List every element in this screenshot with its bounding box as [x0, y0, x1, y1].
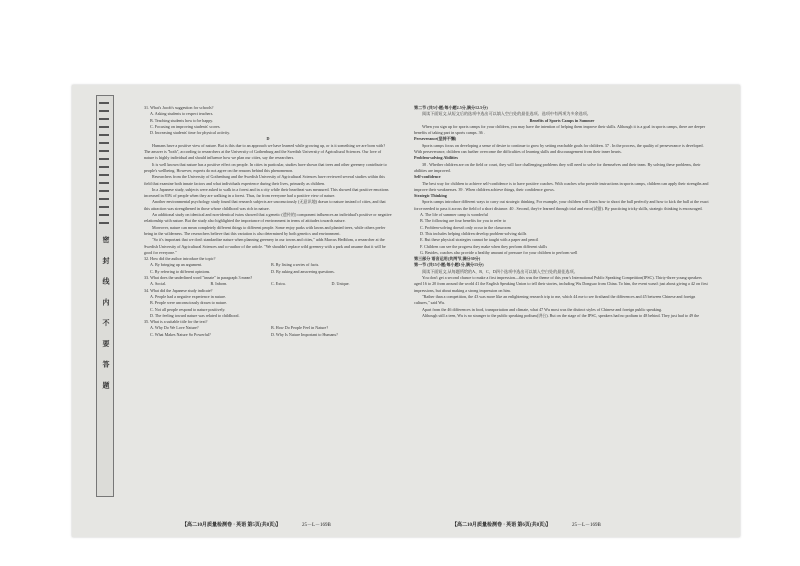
q34-option-b: B. People were unconsciously drawn to nature. [150, 300, 228, 306]
question-33: 33. What does the underlined word "innate" in paragraph 3 mean? [144, 275, 253, 281]
cloze-paragraph: Although still a teen, Wu is no stranger to the public speaking podium(讲台). But on the stage of the IPSC, speakers had no podium to 48 behind. They just had to 49 the [422, 312, 700, 318]
passage-paragraph: An additional study on identical and non-identical twins showed that a genetic (遗传的) component influences an individual's positive or negative relationship with nature. But the study also highlighted the importance of environment in terms of attitudes towards nature. [144, 212, 392, 224]
choice-option-c: C. Problem-solving doesn't only occur in the classroom [420, 224, 511, 230]
subheading: Strategic Thinking [414, 193, 447, 199]
q33-option-a: A. Social. [150, 281, 167, 287]
q32-option-b: B. By listing a series of facts. [271, 262, 320, 268]
passage-paragraph: "So it's important that we don't standardize nature when planning greenery in our towns and cities," adds Marcus Hedblom, a researcher at the Swedish University of Agricultural Sciences and co-author of the article. "We shouldn't replace wild greenery with a park and assume that it will be good for everyone." [144, 237, 386, 255]
choice-option-g: G. Besides, coaches also provide a healthy amount of pressure for your children to perform well [420, 249, 578, 255]
q33-option-d: D. Unique. [331, 281, 350, 287]
section-heading: 第二节 (共5小题;每小题2.5分,满分12.5分) [414, 105, 488, 110]
choice-option-f: F. Children can see the progress they make when they perform different skills [420, 243, 548, 249]
q31-option-b: B. Teaching students how to be happy. [150, 117, 214, 123]
part-three-heading: 第三部分 语言运用(共两节,满分30分) [414, 256, 481, 262]
passage-paragraph: Humans have a positive view of nature. But is this due to an approach we have learned while growing up, or is it something we are born with? The answer is "both", according to researchers at the University of Gothenburg and the Swedish University of Agricultural Sciences. Our love of nature is highly individual and should influence how we plan our cities, say the researchers. [144, 142, 386, 161]
choice-option-e: E. But these physical strategies cannot be taught with a paper and pencil [420, 237, 539, 243]
q32-option-c: C. By referring to different opinions. [150, 268, 211, 274]
binding-label: 密 封 线 内 不 要 答 题 [102, 236, 110, 395]
passage-paragraph: Sports camps introduce different ways to carry out strategic thinking. For example, your children will learn how to shoot the ball perfectly and how to kick the ball at the exact force needed to pass it across the field of a short distance. 40 . Second, they're learned through trial and error(试错). By practicing tricky skills, strategic thinking is encouraged. [414, 199, 709, 211]
page-5-column [144, 105, 392, 338]
cloze-paragraph: You don't get a second chance to make a first impression—this was the theme of this year's International Public Speaking Competition(IPSC). Thirty-three young speakers aged 16 to 20 from around the world 41 the English Speaking Union to tell their stories, including Wu Dongsao from China. To him, the event wasn't just about giving a 42 on first impressions, but about making a strong impression on him. [414, 275, 708, 293]
passage-paragraph: 38 . Whether children are on the field or court, they will face challenging problems they will need to solve for themselves and their team. By solving these problems, their abilities are improved. [414, 161, 701, 173]
exam-sheet-photo [72, 85, 740, 537]
q31-option-c: C. Focusing on improving students' scores. [150, 123, 221, 129]
q32-option-a: A. By bringing up an argument. [150, 262, 203, 268]
passage-paragraph: The best way for children to achieve self-confidence is to have positive coaches. With coaches who provide instructions in sports camps, children can apply their strengths and improve their weaknesses. 39 . When children achieve things, their confidence grows. [414, 180, 709, 192]
cloze-paragraph: "Rather than a competition, the 43 was more like an enlightening research trip to me, which 44 me to see firsthand the differences and 45 between Chinese and foreign cultures," said Wu. [414, 293, 696, 306]
part-three-instructions: 阅读下面短文,从每题所给的A、B、C、D四个选项中选出可以填入空白处的最佳选项。 [422, 268, 578, 274]
q35-option-a: A. Why Do We Love Nature? [150, 325, 199, 331]
subheading: Self-confidence [414, 174, 441, 180]
q35-option-b: B. How Do People Feel in Nature? [271, 325, 329, 331]
question-31: 31. What's Jacob's suggestion for schools? [144, 105, 214, 110]
footer-code: 25－L－169B [572, 523, 601, 528]
passage-paragraph: Sports camps focus on developing a sense of desire to continue to grow by setting reachable goals for children. 37 . In the process, the quality of perseverance is developed. With perseverance, children can further overcome the difficulties of learning skills and discouragement from their inner hearts. [414, 142, 704, 155]
q35-option-d: D. Why Is Nature Important to Humans? [271, 331, 338, 337]
page-6-column [414, 105, 710, 319]
subheading: Perseverance(坚持不懈) [414, 136, 457, 142]
question-34: 34. What did the Japanese study indicate? [144, 287, 213, 293]
section-instructions: 阅读下面短文,从短文后的选项中选出可以填入空白处的最佳选项。选项中有两项为多余选项。 [422, 111, 591, 117]
choice-option-d: D. This includes helping children develop problem-solving skills [420, 230, 527, 236]
q32-option-d: D. By asking and answering questions. [271, 268, 335, 274]
q35-option-c: C. What Makes Nature So Powerful? [150, 331, 211, 337]
cloze-paragraph: Apart from the 46 differences in food, transportation and climate, what 47 Wu most was the distinct styles of Chinese and foreign public speaking. [422, 306, 663, 312]
footer-title: 【高二10月质量检测卷 · 英语 第6页(共8页)】 [452, 523, 551, 528]
subheading: Problem-solving Abilities [414, 155, 458, 161]
passage-title: Benefits of Sports Camps in Summer [529, 117, 595, 123]
binding-strip [96, 95, 114, 497]
passage-paragraph: Moreover, nature can mean completely different things to different people. Some enjoy parks with lawns and planted trees, while others prefer being in the wilderness. The researchers believe that this variation is also determined by both genetics and environment. [144, 224, 386, 236]
passage-paragraph: It is well known that nature has a positive effect on people. In cities in particular, studies have shown that trees and other greenery contribute to people's wellbeing. However, experts do not agree on the reasons behind this phenomenon. [144, 161, 387, 173]
q33-option-b: B. Inborn. [210, 281, 228, 287]
question-32: 32. How did the author introduce the topic? [144, 256, 216, 262]
q34-option-a: A. People had a negative experience in nature. [150, 293, 227, 299]
q33-options-row [150, 281, 392, 287]
passage-letter: D [266, 136, 270, 142]
choice-option-a: A. The life of summer camp is wonderful [420, 212, 488, 218]
page-6-footer [452, 521, 601, 528]
passage-paragraph: Researchers from the University of Gothenburg and the Swedish University of Agricultural Sciences have reviewed several studies within this field that examine both innate factors and what individuals experience during their lives, primarily as children. [144, 174, 385, 186]
q35-options-row [150, 332, 392, 338]
page-5-footer [182, 521, 331, 528]
footer-code: 25－L－169B [302, 523, 331, 528]
passage-paragraph: Another environmental psychology study found that research subjects are unconsciously (无意识地) drawn to nature instead of cities, and that this attraction was strengthened in those whose childhood was rich in nature. [144, 199, 386, 211]
passage-intro: When you sign up for sports camps for your children, you may have the intention of helping them improve their skills. Although it is a goal in sports camps, there are deeper benefits of taking part in sports camps. 36 . [414, 123, 706, 136]
passage-paragraph: In a Japanese study, subjects were asked to walk in a forest and in a city while their heartbeat was measured. This showed that positive emotions increased in 83% of people when they are walking in a forest. Thus, far from everyone had a positive view of nature. [144, 186, 389, 199]
footer-title: 【高二10月质量检测卷 · 英语 第5页(共8页)】 [182, 523, 281, 528]
q34-option-c: C. Not all people respond to nature positively. [150, 306, 226, 312]
q31-option-a: A. Asking students to respect teachers. [150, 111, 214, 117]
choice-option-b: B. The following are four benefits for you to refer to [420, 218, 506, 224]
part-three-section-heading: 第一节 (共15小题;每小题1分,满分15分) [414, 262, 484, 268]
q33-option-c: C. Extra. [271, 281, 286, 287]
question-35: 35. What is a suitable title for the text? [144, 319, 208, 325]
q34-option-d: D. The feeling toward nature was related to childhood. [150, 312, 240, 318]
q31-option-d: D. Increasing students' time for physical activity. [150, 130, 231, 136]
